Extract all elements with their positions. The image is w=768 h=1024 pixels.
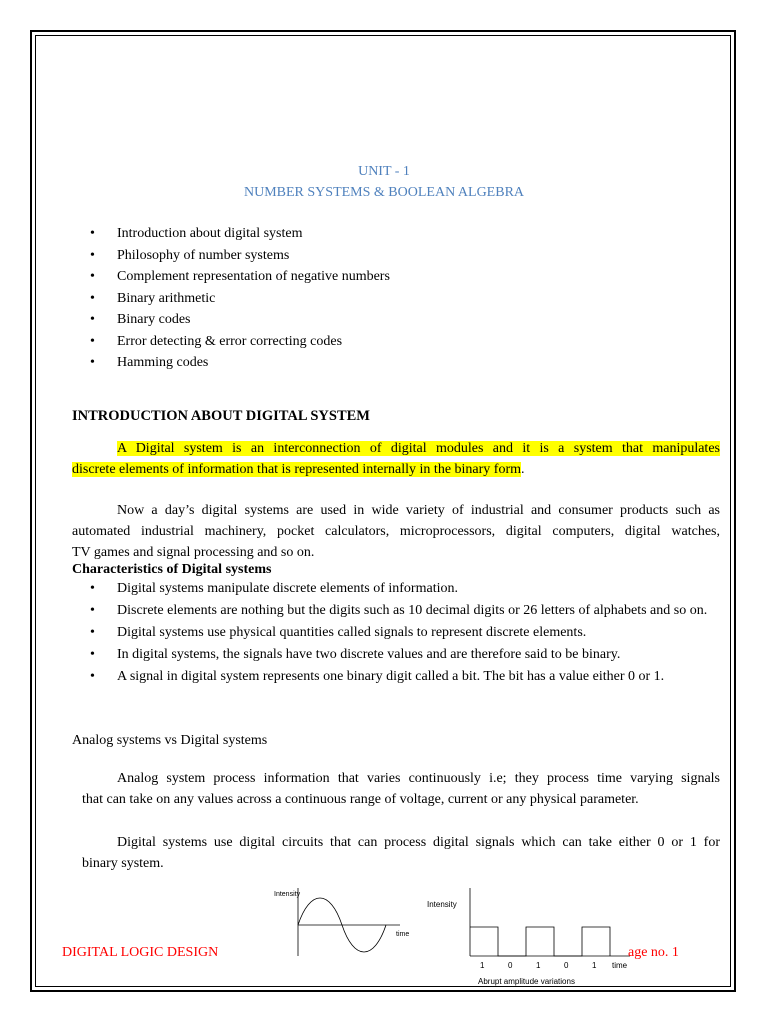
digital-paragraph xyxy=(82,832,720,874)
characteristic-item: • In digital systems, the signals have two discrete values and are therefore said to be binary. xyxy=(90,644,720,665)
characteristic-item: • Digital systems use physical quantities called signals to represent discrete elements. xyxy=(90,622,720,643)
topics-list xyxy=(90,226,390,377)
digital-line-2: binary system. xyxy=(82,856,164,871)
intro-heading: INTRODUCTION ABOUT DIGITAL SYSTEM xyxy=(72,408,370,424)
analog-xlabel: time xyxy=(396,931,410,938)
unit-title: NUMBER SYSTEMS & BOOLEAN ALGEBRA xyxy=(243,185,525,200)
digital-square-wave xyxy=(470,927,610,956)
usage-line-3: TV games and signal processing and so on. xyxy=(72,545,315,560)
definition-end: . xyxy=(521,462,525,477)
bit-label: 0 xyxy=(564,961,569,970)
digital-line-1: Digital systems use digital circuits that can process digital signals which can take either 0 or 1 for xyxy=(117,835,720,850)
analog-line-1: Analog system process information that varies continuously i.e; they process time varying signals xyxy=(117,771,720,786)
usage-line-2: automated industrial machinery, pocket calculators, microprocessors, digital computers, digital watches, xyxy=(72,524,720,539)
analog-digital-heading: Analog systems vs Digital systems xyxy=(72,733,268,748)
figure-caption: Abrupt amplitude variations xyxy=(478,977,575,986)
analog-signal-figure xyxy=(268,884,418,964)
intro-usage xyxy=(72,500,720,563)
digital-ylabel: Intensity xyxy=(427,900,457,909)
characteristics-list xyxy=(90,578,720,688)
characteristic-item: • Digital systems manipulate discrete elements of information. xyxy=(90,578,720,599)
digital-xlabel: time xyxy=(612,961,628,970)
footer-page-number: age no. 1 xyxy=(628,945,679,960)
analog-ylabel: Intensity xyxy=(274,891,301,898)
definition-line-2: discrete elements of information that is represented internally in the binary form xyxy=(72,462,522,477)
analog-line-2: that can take on any values across a continuous range of voltage, current or any physical parameter. xyxy=(82,792,639,807)
topic-item: • Hamming codes xyxy=(90,355,390,377)
characteristic-item: • A signal in digital system represents one binary digit called a bit. The bit has a value either 0 or 1. xyxy=(90,666,720,687)
unit-number: UNIT - 1 xyxy=(358,164,410,179)
definition-line-1: A Digital system is an interconnection of digital modules and it is a system that manipulates xyxy=(117,441,720,456)
intro-definition xyxy=(72,438,720,480)
topic-item: • Binary arithmetic xyxy=(90,291,390,313)
digital-signal-figure xyxy=(420,884,640,988)
topic-item: • Binary codes xyxy=(90,312,390,334)
bit-label: 1 xyxy=(592,961,597,970)
topic-item: • Complement representation of negative numbers xyxy=(90,269,390,291)
topic-item: • Introduction about digital system xyxy=(90,226,390,248)
bit-label: 0 xyxy=(508,961,513,970)
analog-paragraph xyxy=(82,768,720,810)
characteristic-item: • Discrete elements are nothing but the digits such as 10 decimal digits or 26 letters of alphabets and so on. xyxy=(90,600,720,621)
topic-item: • Philosophy of number systems xyxy=(90,248,390,270)
usage-line-1: Now a day’s digital systems are used in wide variety of industrial and consumer products such as xyxy=(117,503,720,518)
bit-label: 1 xyxy=(536,961,541,970)
footer-course: DIGITAL LOGIC DESIGN xyxy=(62,945,219,960)
characteristics-heading: Characteristics of Digital systems xyxy=(72,562,272,577)
topic-item: • Error detecting & error correcting codes xyxy=(90,334,390,356)
bit-label: 1 xyxy=(480,961,485,970)
